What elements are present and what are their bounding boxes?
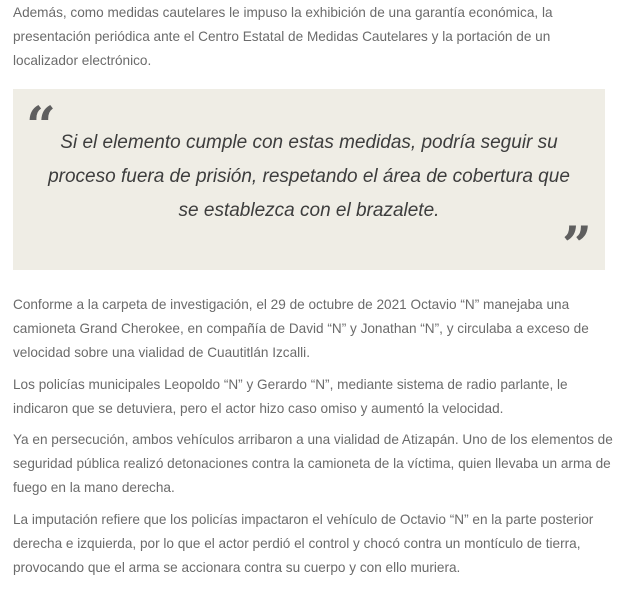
blockquote-text: Si el elemento cumple con estas medidas, podría seguir su proceso fuera de prisión, respetando el área de cobertura que se establezca con el brazalete. — [48, 132, 570, 221]
paragraph-cautionary-measures: Además, como medidas cautelares le impuso la exhibición de una garantía económica, la presentación periódica ante el Centro Estatal de Medidas Cautelares y la portación de un localizador electrónico. — [13, 5, 553, 68]
close-quote-icon: ” — [562, 216, 592, 277]
open-quote-icon: “ — [26, 96, 56, 157]
paragraph-police-order: Los policías municipales Leopoldo “N” y Gerardo “N”, mediante sistema de radio parlante, le indicaron que se detuviera, pero el actor hizo caso omiso y aumentó la velocidad. — [13, 377, 568, 416]
paragraph-investigation: Conforme a la carpeta de investigación, el 29 de octubre de 2021 Octavio “N” manejaba una camioneta Grand Cherokee, en compañía de David “N” y Jonathan “N”, y circulaba a exceso de velocidad sobre una vialidad de Cuautitlán Izcalli. — [13, 297, 589, 360]
blockquote — [13, 89, 605, 277]
paragraph-imputation: La imputación refiere que los policías impactaron el vehículo de Octavio “N” en la parte posterior derecha e izquierda, por lo que el actor perdió el control y chocó contra un montículo de tierra, provocando que el arma se accionara contra su cuerpo y con ello muriera. — [13, 512, 594, 575]
paragraph-pursuit: Ya en persecución, ambos vehículos arribaron a una vialidad de Atizapán. Uno de los elementos de seguridad pública realizó detonaciones contra la camioneta de la víctima, quien llevaba un arma de fuego en la mano derecha. — [13, 432, 613, 495]
